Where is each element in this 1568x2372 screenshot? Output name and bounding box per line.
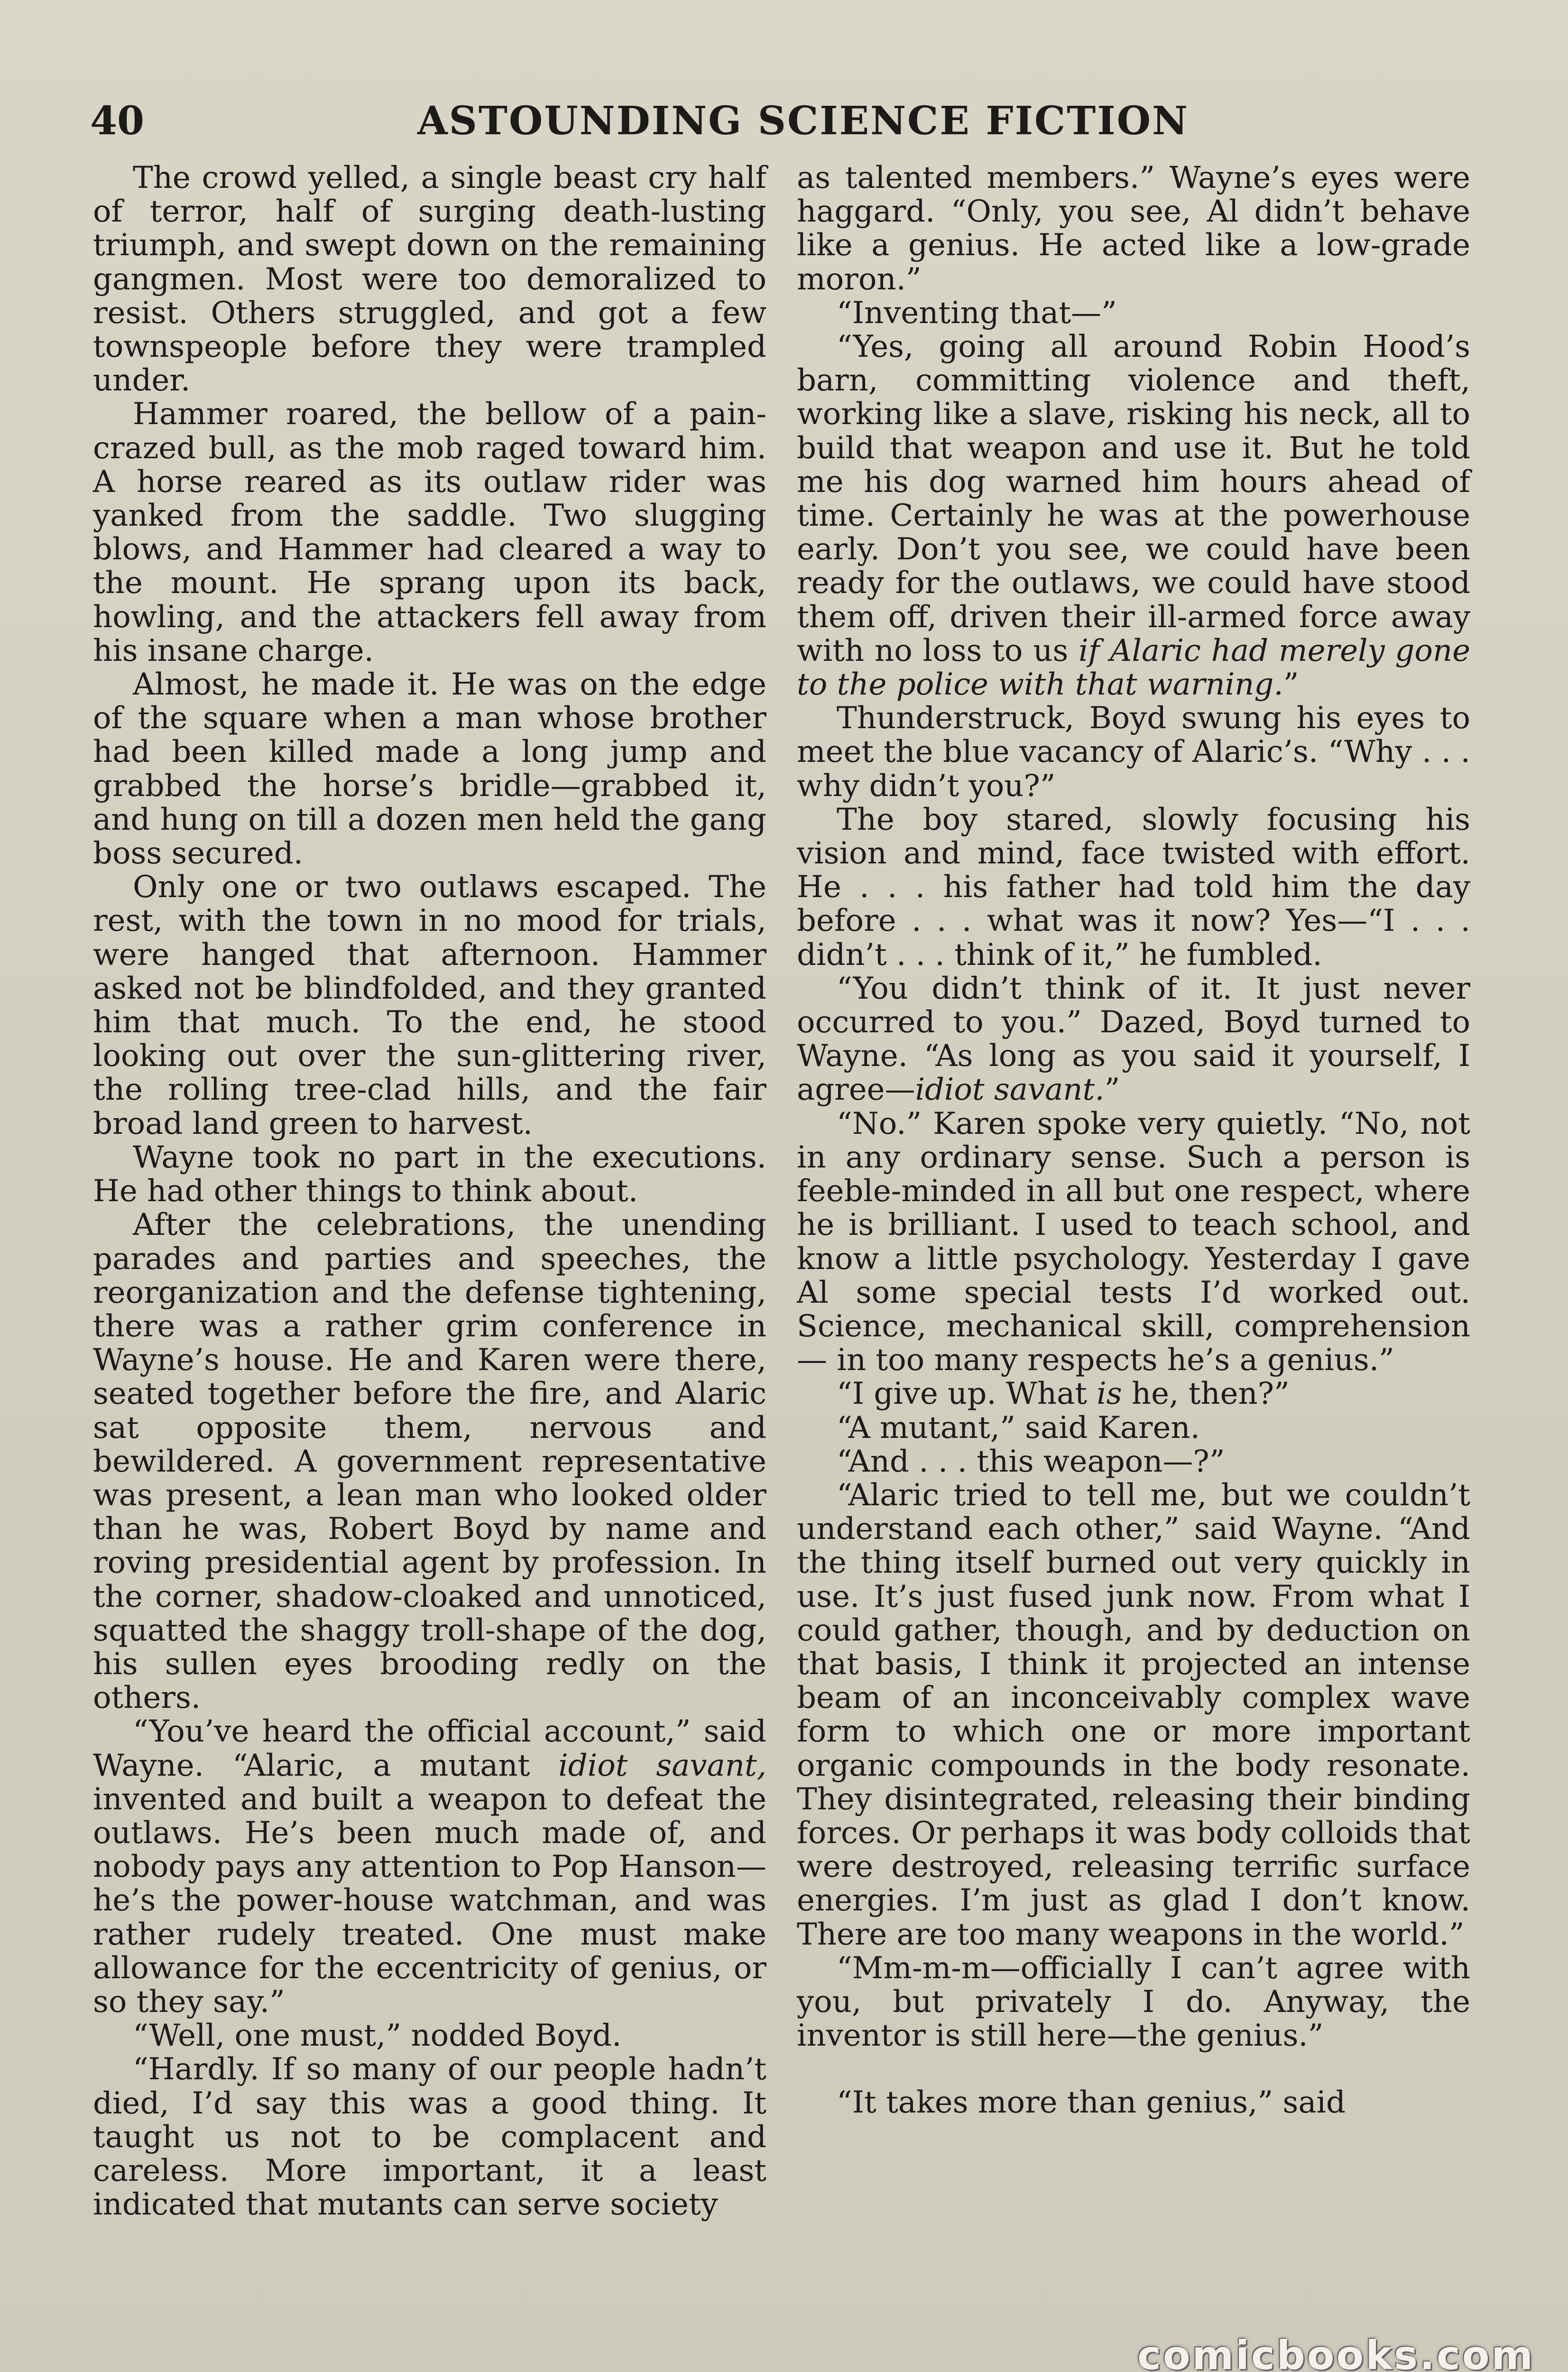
text-run: “You didn’t think of it. It just never occurred to you.” Dazed, Boyd turned to Wayne. “As long as you said it yourself, I agree— [797, 971, 1470, 1108]
paragraph: “Hardly. If so many of our people hadn’t died, I’d say this was a good thing. It taught us not to be complacent and careless. More important, it a least indicated that mutants can serve society [93, 2052, 766, 2223]
paragraph: “And . . . this weapon—?” [837, 1444, 1225, 1479]
paragraph: “Alaric tried to tell me, but we couldn’t understand each other,” said Wayne. “And the thing itself burned out very quickly in use. It’s just fused junk now. From what I could gather, though, and by deduction on that basis, I think it projected an intense beam of an inconceivably complex wave form to which one or more important organic compounds in the body resonate. They disintegrated, releasing their binding forces. Or perhaps it was body colloids that were destroyed, releasing terrific surface energies. I’m just as glad I don’t know. There are too many weapons in the world.” [797, 1477, 1470, 1952]
paragraph: The crowd yelled, a single beast cry half of terror, half of surging death-lusting triumph, and swept down on the remaining gangmen. Most were too demoralized to resist. Others struggled, and got a few townspeople before they were trampled under. [93, 160, 766, 398]
site-watermark: comicbooks.com [1137, 2332, 1535, 2372]
page-number: 40 [90, 98, 145, 144]
paragraph: “It takes more than genius,” said [837, 2085, 1346, 2121]
right-text-column [797, 161, 1470, 2120]
paragraph [797, 972, 1470, 1107]
text-run: invented and built a weapon to defeat the outlaws. He’s been much made of, and nobody pays any attention to Pop Hanson—he’s the power-house watchman, and was rather rudely treated. One must make allowance for the eccentricity of genius, or so they say.” [93, 1781, 766, 2020]
paragraph: “Mm-m-m—officially I can’t agree with you, but privately I do. Anyway, the inventor is still here—the genius.” [797, 1950, 1470, 2054]
paragraph: “Well, one must,” nodded Boyd. [133, 2018, 622, 2054]
italic-text: idiot savant, [558, 1748, 766, 1783]
paragraph: After the celebrations, the unending parades and parties and speeches, the reorganization and the defense tightening, there was a rather grim conference in Wayne’s house. He and Karen were there, seated together before the fire, and Alaric sat opposite them, nervous and bewildered. A government representative was present, a lean man who looked older than he was, Robert Boyd by name and roving presidential agent by profession. In the corner, shadow-cloaked and unnoticed, squatted the shaggy troll-shape of the dog, his sullen eyes brooding redly on the others. [93, 1207, 766, 1716]
paragraph: The boy stared, slowly focusing his vision and mind, face twisted with effort. He . . . his father had told him the day before . . . what was it now? Yes—“I . . . didn’t . . . think of it,” he fumbled. [797, 802, 1470, 973]
paragraph: Wayne took no part in the executions. He had other things to think about. [93, 1140, 766, 1209]
paragraph: Thunderstruck, Boyd swung his eyes to meet the blue vacancy of Alaric’s. “Why . . . why didn’t you?” [797, 701, 1470, 804]
paragraph: “A mutant,” said Karen. [837, 1410, 1200, 1445]
paragraph [93, 1715, 766, 2019]
text-run: “I give up. What [837, 1376, 1097, 1412]
italic-text: is [1097, 1376, 1122, 1412]
left-text-column [93, 161, 766, 2222]
running-title: ASTOUNDING SCIENCE FICTION [417, 98, 1189, 144]
text-run: he, then?” [1122, 1376, 1290, 1412]
paragraph [797, 330, 1470, 702]
text-run: ” [1283, 667, 1299, 703]
text-run: “Yes, going all around Robin Hood’s barn, committing violence and theft, working like a slave, risking his neck, all to build that weapon and use it. But he told me his dog warned him hours ahead of time. Certainly he was at the powerhouse early. Don’t you see, we could have been ready for the outlaws, we could have stood them off, driven their ill-armed force away with no loss to us [797, 329, 1470, 668]
paragraph [797, 1377, 1470, 1411]
paragraph: “No.” Karen spoke very quietly. “No, not in any ordinary sense. Such a person is feeble-minded in all but one respect, where he is brilliant. I used to teach school, and know a little psychology. Yesterday I gave Al some special tests I’d worked out. Science, mechanical skill, comprehension — in too many respects he’s a genius.” [797, 1106, 1470, 1378]
paragraph: Hammer roared, the bellow of a pain-crazed bull, as the mob raged toward him. A horse reared as its outlaw rider was yanked from the saddle. Two slugging blows, and Hammer had cleared a way to the mount. He sprang upon its back, howling, and the attackers fell away from his insane charge. [93, 397, 766, 668]
italic-text: idiot savant. [915, 1072, 1105, 1108]
italic-text: if Alaric had merely gone to the police with that warning. [797, 633, 1471, 703]
paragraph: Only one or two outlaws escaped. The rest, with the town in no mood for trials, were hanged that afternoon. Hammer asked not be blindfolded, and they granted him that much. To the end, he stood looking out over the sun-glittering river, the rolling tree-clad hills, and the fair broad land green to harvest. [93, 870, 766, 1141]
text-run: “You’ve heard the official account,” said Wayne. “Alaric, a mutant [93, 1714, 766, 1783]
page-header [90, 90, 1478, 152]
paragraph: “Inventing that—” [837, 295, 1117, 331]
paragraph-continued: as talented members.” Wayne’s eyes were haggard. “Only, you see, Al didn’t behave like a genius. He acted like a low-grade moron.” [797, 160, 1470, 297]
text-run: ” [1104, 1072, 1120, 1108]
paragraph: Almost, he made it. He was on the edge of the square when a man whose brother had been killed made a long jump and grabbed the horse’s bridle—grabbed it, and hung on till a dozen men held the gang boss secured. [93, 667, 766, 871]
